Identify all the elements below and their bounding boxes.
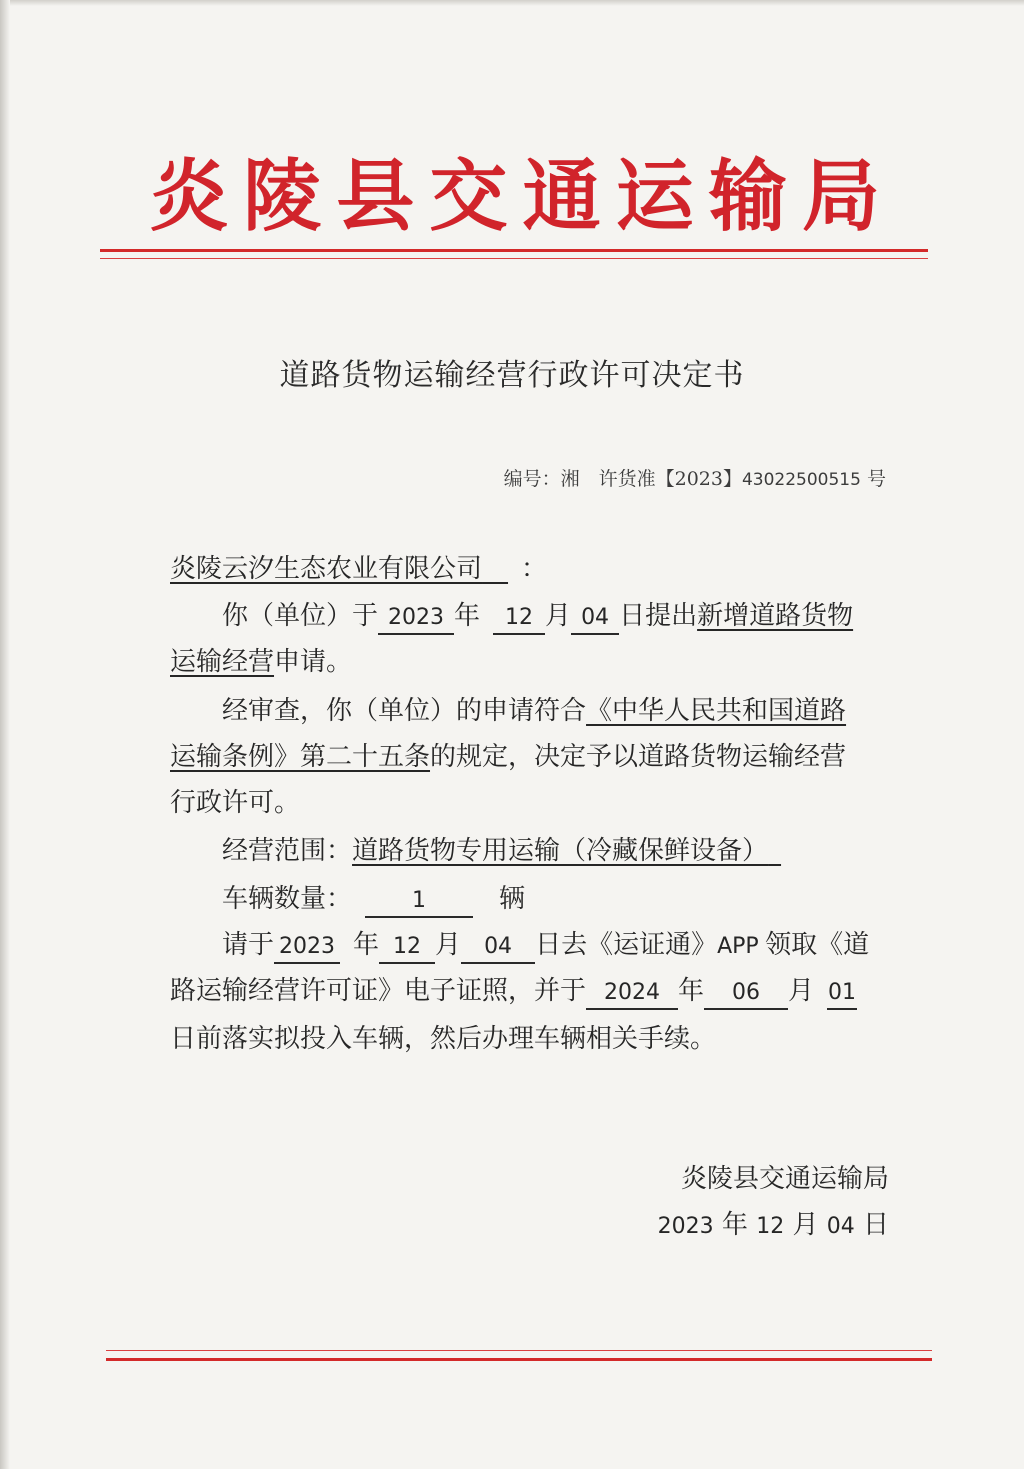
para3-year-unit: 年 xyxy=(353,930,380,960)
vehicles-label: 车辆数量： xyxy=(222,884,353,914)
document-title: 道路货物运输经营行政许可决定书 xyxy=(279,358,745,393)
letterhead-char: 炎 xyxy=(150,152,229,242)
para3-app: APP xyxy=(717,934,759,959)
scope-line xyxy=(170,828,890,874)
para3-line3 xyxy=(170,1016,890,1062)
recipient-company: 炎陵云汐生态农业有限公司 xyxy=(170,554,483,584)
letterhead-char: 运 xyxy=(615,152,694,242)
letterhead-char: 县 xyxy=(336,152,415,242)
para3-line2 xyxy=(170,968,890,1014)
signature-year-unit: 年 xyxy=(713,1210,757,1240)
para1-item-part1: 新增道路货物 xyxy=(697,601,854,631)
para3-day-go: 日去《运证通》 xyxy=(535,930,718,960)
para3-month: 12 xyxy=(379,932,435,964)
document-number-suffix: 号 xyxy=(860,468,886,490)
para1-item-part2: 运输经营 xyxy=(170,647,275,677)
para3-year2: 2024 xyxy=(586,978,678,1010)
document-number-prefix: 编号：湘 许货准 xyxy=(503,468,656,490)
para1-lead: 你（单位）于 xyxy=(222,601,379,631)
letterhead-char: 输 xyxy=(708,152,787,242)
signature-month-unit: 月 xyxy=(784,1210,827,1240)
para3-day2: 01 xyxy=(827,978,857,1010)
letterhead-char: 交 xyxy=(429,152,508,242)
vehicles-unit: 辆 xyxy=(499,884,526,914)
recipient-underline-pad xyxy=(482,554,508,584)
letterhead-title xyxy=(150,140,880,240)
para1-day: 04 xyxy=(571,603,619,635)
para1-tail: 申请。 xyxy=(274,647,353,677)
para3-line2-lead: 路运输经营许可证》电子证照，并于 xyxy=(170,976,587,1006)
document-number-serial: 43022500515 xyxy=(741,470,861,490)
para2-tail: 的规定，决定予以道路货物运输经营 xyxy=(430,742,847,772)
para2-law-part2: 运输条例》第二十五条 xyxy=(170,742,431,772)
para3-day: 04 xyxy=(461,932,535,964)
signature-day-unit: 日 xyxy=(854,1210,889,1240)
recipient-colon: ： xyxy=(521,554,548,584)
document-number-year: 【2023】 xyxy=(655,468,742,490)
vehicles-line xyxy=(170,876,890,922)
signature-month: 12 xyxy=(756,1214,785,1239)
para1-line2 xyxy=(170,639,890,685)
signature-year: 2023 xyxy=(657,1214,714,1239)
para2-lead: 经审查，你（单位）的申请符合 xyxy=(222,696,587,726)
signature-day: 04 xyxy=(826,1214,855,1239)
para3-year: 2023 xyxy=(274,932,340,964)
para3-line3-text: 日前落实拟投入车辆，然后办理车辆相关手续。 xyxy=(170,1024,717,1054)
para1-day-unit: 日提出 xyxy=(619,601,698,631)
para3-line1 xyxy=(170,922,890,970)
para2-line3-text: 行政许可。 xyxy=(170,788,301,818)
scan-top-edge xyxy=(0,0,1024,6)
signature-agency: 炎陵县交通运输局 xyxy=(680,1164,889,1194)
para3-collect: 领取《道 xyxy=(765,930,870,960)
para3-year2-unit: 年 xyxy=(678,976,705,1006)
recipient-line xyxy=(170,546,890,592)
para3-month-unit: 月 xyxy=(435,930,462,960)
para1-line1 xyxy=(170,593,890,639)
para1-year: 2023 xyxy=(378,603,454,635)
para2-law-part1: 《中华人民共和国道路 xyxy=(586,696,847,726)
scope-label: 经营范围： xyxy=(222,836,353,866)
letterhead-char: 陵 xyxy=(243,152,322,242)
para3-lead: 请于 xyxy=(222,930,275,960)
signature-date xyxy=(658,1204,889,1241)
scope-underline-pad xyxy=(768,836,781,866)
para2-line3 xyxy=(170,780,890,826)
vehicles-count: 1 xyxy=(365,886,473,918)
para1-month-unit: 月 xyxy=(545,601,572,631)
letterhead-char: 通 xyxy=(522,152,601,242)
letterhead-rule-thin xyxy=(100,258,928,259)
document-number xyxy=(504,464,886,491)
letterhead-rule-thick xyxy=(100,249,928,252)
para2-line2 xyxy=(170,734,890,780)
footer-rule-thick xyxy=(106,1358,932,1361)
para3-month2-unit: 月 xyxy=(788,976,815,1006)
para1-month: 12 xyxy=(493,603,545,635)
scope-value: 道路货物专用运输（冷藏保鲜设备） xyxy=(352,836,769,866)
letterhead-char: 局 xyxy=(801,152,880,242)
para1-year-unit: 年 xyxy=(454,601,481,631)
para2-line1 xyxy=(170,688,890,734)
para3-month2: 06 xyxy=(704,978,788,1010)
scan-left-edge xyxy=(0,0,10,1469)
footer-rule-thin xyxy=(106,1350,932,1351)
